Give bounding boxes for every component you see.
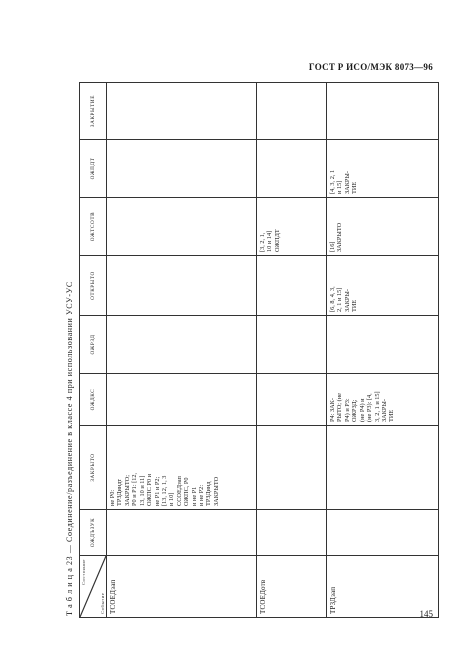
table-cell	[257, 83, 327, 140]
column-header: ОЖДЪЗУК	[80, 510, 107, 556]
page-number: 145	[419, 609, 433, 619]
rotated-table-area	[65, 83, 439, 618]
table-cell	[257, 316, 327, 374]
column-header: ОЖРЗД	[80, 316, 107, 374]
table-cell	[257, 510, 327, 556]
table-cell	[107, 374, 257, 426]
table-cell	[327, 510, 439, 556]
table-cell	[107, 198, 257, 256]
row-event-label: ТСОЕДзап	[107, 556, 257, 618]
column-header: ОЖТСОТВ	[80, 198, 107, 256]
page-header: ГОСТ Р ИСО/МЭК 8073—96	[308, 62, 433, 72]
table-cell: [6, 8, 4, 3, 2, 1 и 15] ЗАКРЫ- ТИЕ	[327, 256, 439, 316]
transition-table	[79, 82, 439, 618]
corner-event-label: Событие	[99, 592, 105, 614]
table-cell	[257, 256, 327, 316]
table-cell: [3, 2, 1, 10 и 14] ОЖПДТ	[257, 198, 327, 256]
table-row	[327, 83, 439, 618]
table-cell: не Р0: ТРЗДиндт ЗАКРЫТО; Р0 и Р1: [12, 13, 10 и 11] ОЖПС Р0 и не Р1 и Р2; [13, 12, 1, 3 и 10] ССОЕДзап ОЖПС, Р0 и не Р1 и не Р2: ТРЗДинд ЗАКРЫТО	[107, 426, 257, 510]
corner-state-label: Состояние	[81, 559, 86, 586]
table-cell	[107, 256, 257, 316]
table-cell: Р4: ЗАК- РЫТО; (не Р4) и Р3: ОЖРЗД; (не Р4) и (не Р3): [4, 3, 2, 1 и 15] ЗАКРЫ- ТИЕ	[327, 374, 439, 426]
table-row	[257, 83, 327, 618]
column-header: ОЖДКС	[80, 374, 107, 426]
corner-cell	[80, 556, 107, 618]
row-event-label: ТРЗДзап	[327, 556, 439, 618]
table-cell	[257, 374, 327, 426]
table-cell	[327, 426, 439, 510]
table-cell	[257, 426, 327, 510]
table-cell: [16] ЗАКРЫТО	[327, 198, 439, 256]
table-cell: [4, 3, 2, 1 и 15] ЗАКРЫ- ТИЕ	[327, 140, 439, 198]
header-row	[80, 83, 107, 618]
table-caption: Т а б л и ц а 23 — Соединение/разъединение в классе 4 при использовании УСУ-УС	[65, 281, 74, 616]
column-header: ЗАКРЫТО	[80, 426, 107, 510]
table-cell	[327, 316, 439, 374]
column-header: ОЖПДТ	[80, 140, 107, 198]
table-cell	[107, 316, 257, 374]
table-cell	[257, 140, 327, 198]
table-cell	[107, 510, 257, 556]
row-event-label: ТСОЕДотв	[257, 556, 327, 618]
table-cell	[107, 83, 257, 140]
column-header: ЗАКРЫТИЕ	[80, 83, 107, 140]
column-header: ОТКРЫТО	[80, 256, 107, 316]
table-cell	[107, 140, 257, 198]
table-row	[107, 83, 257, 618]
table-cell	[327, 83, 439, 140]
